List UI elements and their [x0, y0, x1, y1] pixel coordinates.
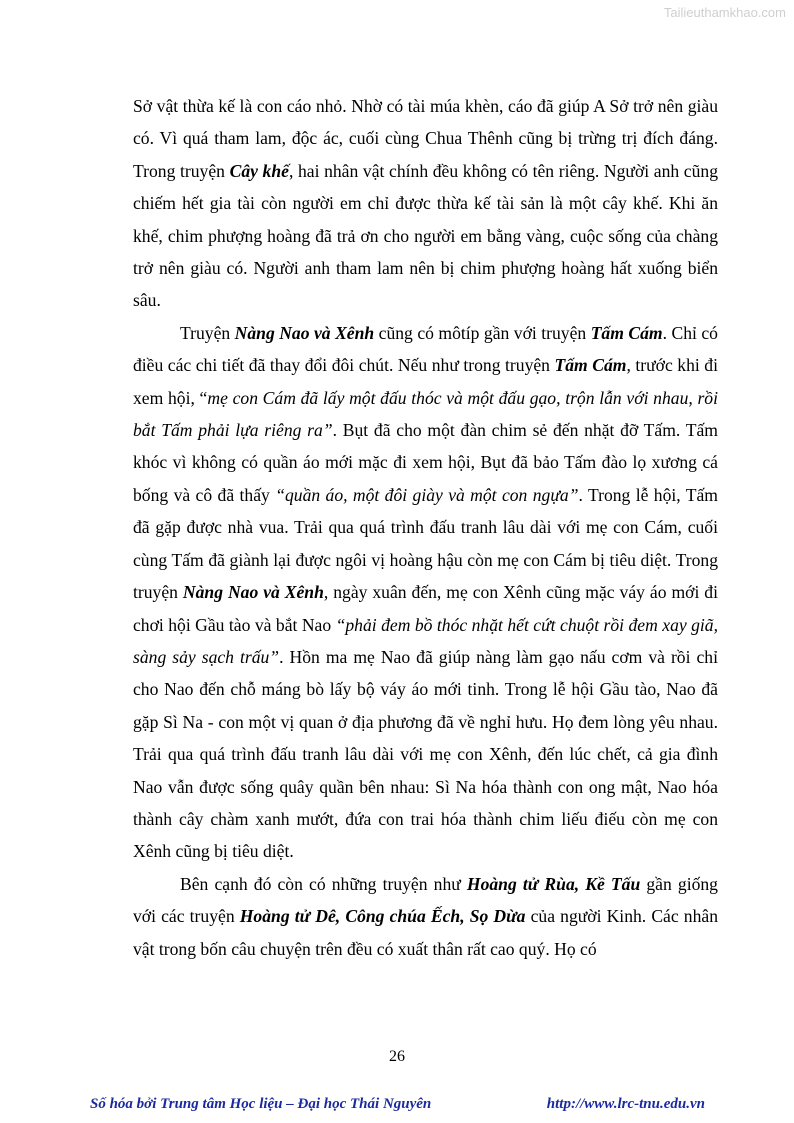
story-title-nang-nao: Nàng Nao và Xênh	[234, 322, 375, 343]
quote: mẹ con Cám đã lấy một đấu thóc và một đấu gạo, trộn lẫn với nhau, rồi bắt Tấm phải lựa riêng ra”	[133, 387, 718, 441]
story-title-cay-khe: Cây khế	[229, 160, 289, 181]
text-span: . Trong lễ hội, Tấm đã gặp được nhà vua. Trải qua quá trình đấu tranh lâu dài với mẹ con Cám, cuối cùng Tấm đã giành lại được ngôi vị hoàng hậu còn mẹ con Cám bị tiêu diệt. Trong truyện	[133, 484, 718, 603]
text-span: Sở vật thừa kế là con cáo nhỏ. Nhờ có tài múa khèn, cáo đã giúp A Sở trở nên giàu có. Vì quá tham lam, độc ác, cuối cùng Chua Thênh cũng bị trừng trị đích đáng. Trong truyện	[133, 96, 718, 181]
quote: “phải đem bồ thóc nhặt hết cứt chuột rồi đem xay giã, sàng sảy sạch trấu”	[133, 614, 718, 667]
story-title-tam-cam: Tấm Cám	[590, 322, 663, 343]
paragraph-2	[133, 317, 718, 868]
quote: “quần áo, một đôi giày và một con ngựa”	[275, 484, 579, 505]
text-span: gần giống với các truyện	[133, 873, 718, 927]
text-span: Bên cạnh đó còn có những truyện như	[180, 873, 467, 894]
footer-url: http://www.lrc-tnu.edu.vn	[546, 1096, 705, 1112]
watermark: Tailieuthamkhao.com	[663, 5, 786, 20]
story-title-hoang-tu-rua: Hoàng tử Rùa, Kề Tấu	[466, 873, 641, 894]
body-text	[133, 90, 718, 965]
text-span: , trước khi đi xem hội, “	[133, 355, 718, 408]
footer	[90, 1096, 705, 1113]
story-title-nang-nao: Nàng Nao và Xênh	[182, 582, 324, 603]
story-title-tam-cam: Tấm Cám	[554, 355, 627, 376]
text-span: , ngày xuân đến, mẹ con Xênh cũng mặc váy áo mới đi chơi hội Gầu tào và bắt Nao	[133, 582, 718, 635]
text-span: . Hồn ma mẹ Nao đã giúp nàng làm gạo nấu cơm và rồi chỉ cho Nao đến chỗ máng bò lấy bộ váy áo mới tinh. Trong lễ hội Gầu tào, Nao đã gặp Sì Na - con một vị quan ở địa phương đã về nghỉ hưu. Họ đem lòng yêu nhau. Trải qua quá trình đấu tranh lâu dài với mẹ con Xênh, đến lúc chết, cả gia đình Nao vẫn được sống quây quần bên nhau: Sì Na hóa thành con ong mật, Nao hóa thành cây chàm xanh mướt, đứa con trai hóa thành chim liếu điếu còn mẹ con Xênh cũng bị tiêu diệt.	[133, 646, 718, 862]
page-number: 26	[389, 1048, 405, 1065]
text-span: cũng có môtíp gần với truyện	[374, 322, 591, 343]
text-span: . Chỉ có điều các chi tiết đã thay đổi đôi chút. Nếu như trong truyện	[133, 322, 718, 376]
paragraph-1	[133, 90, 718, 317]
text-span: Truyện	[180, 322, 235, 343]
story-title-hoang-tu-de: Hoàng tử Dê, Công chúa Ếch, Sọ Dừa	[239, 906, 526, 927]
text-span: của người Kinh. Các nhân vật trong bốn câu chuyện trên đều có xuất thân rất cao quý. Họ có	[133, 906, 718, 959]
text-span: . Bụt đã cho một đàn chim sẻ đến nhặt đỡ Tấm. Tấm khóc vì không có quần áo mới mặc đi xem hội, Bụt đã bảo Tấm đào lọ xương cá bống và cô đã thấy	[133, 420, 718, 505]
text-span: , hai nhân vật chính đều không có tên riêng. Người anh cũng chiếm hết gia tài còn người em chỉ được thừa kế tài sản là một cây khế. Khi ăn khế, chim phượng hoàng đã trả ơn cho người em bằng vàng, cuộc sống của chàng trở nên giàu có. Người anh tham lam nên bị chim phượng hoàng hất xuống biển sâu.	[133, 160, 718, 311]
footer-credit: Số hóa bởi Trung tâm Học liệu – Đại học Thái Nguyên	[90, 1096, 432, 1112]
paragraph-3	[133, 868, 718, 965]
